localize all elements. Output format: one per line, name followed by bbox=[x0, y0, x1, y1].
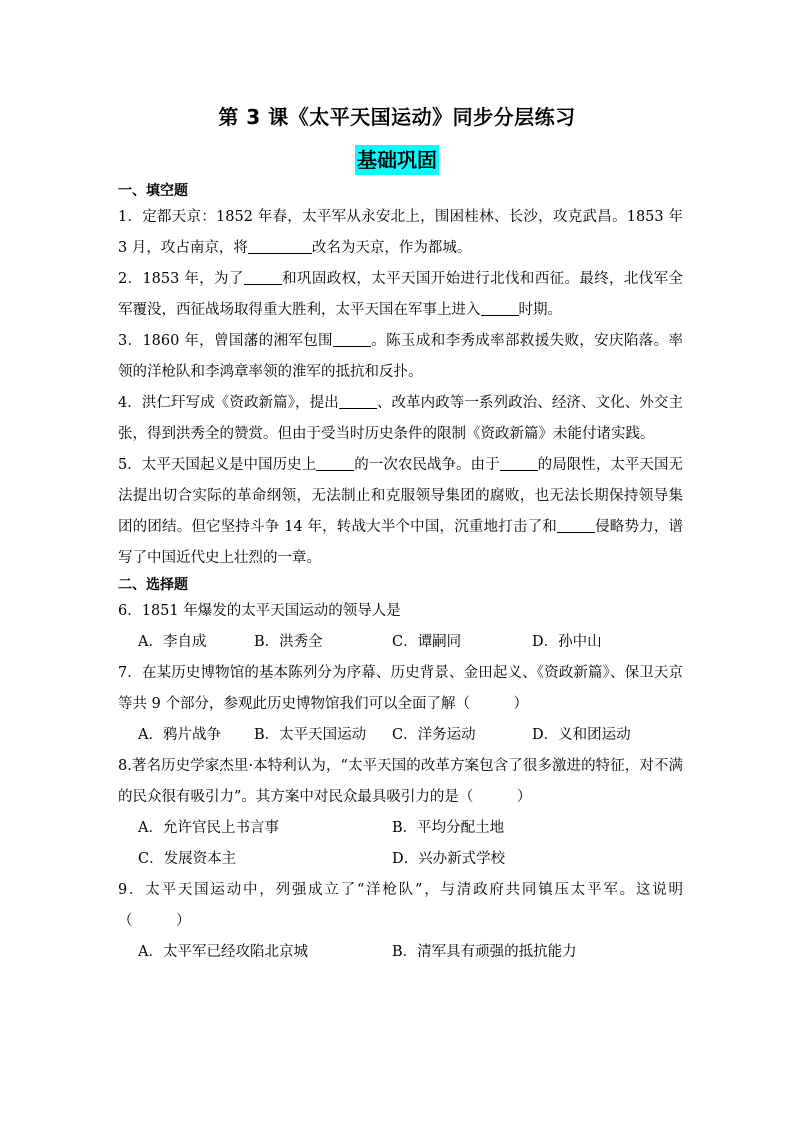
section-level-badge: 基础巩固 bbox=[355, 145, 439, 175]
question-7-options bbox=[118, 720, 683, 751]
question-4-text-b: 、改革内政等一系列政治、经济、文化、外交主张，得到洪秀全的赞赏。但由于受当时历史条件的限制《资政新篇》未能付诸实践。 bbox=[118, 395, 683, 442]
question-5-text-c: 的局限性，太平天国无法提出切合实际的革命纲领，无法制止和克服领导集团的腐败，也无法长期保持领导集团的团结。但它坚持斗争 14 年，转战大半个中国，沉重地打击了和 bbox=[118, 457, 684, 535]
option-d[interactable]: D．孙中山 bbox=[532, 634, 602, 650]
option-a[interactable]: A．太平军已经攻陷北京城 bbox=[138, 944, 308, 960]
question-9-stem: 9．太平天国运动中，列强成立了“洋枪队”，与清政府共同镇压太平军。这说明（ ） bbox=[118, 882, 683, 929]
question-5-text-d: 侵略势力，谱写了中国近代史上壮烈的一章。 bbox=[118, 519, 684, 566]
question-8-options-row-2 bbox=[118, 844, 683, 875]
option-a[interactable]: A．鸦片战争 bbox=[138, 727, 221, 743]
question-2-text-a: 2．1853 年，为了 bbox=[118, 271, 244, 287]
question-1-text-a: 1．定都天京：1852 年春，太平军从永安北上，围困桂林、长沙，攻克武昌。1853 年 3 月，攻占南京，将 bbox=[118, 209, 683, 256]
option-b[interactable]: B．清军具有顽强的抵抗能力 bbox=[392, 944, 577, 960]
option-a[interactable]: A．允许官民上书言事 bbox=[138, 820, 279, 836]
question-1 bbox=[118, 202, 683, 264]
question-8-options-row-1 bbox=[118, 813, 683, 844]
answer-blank[interactable] bbox=[500, 452, 538, 471]
question-3 bbox=[118, 326, 683, 388]
answer-blank[interactable] bbox=[244, 266, 282, 285]
page-title: 第 3 课《太平天国运动》同步分层练习 bbox=[218, 105, 576, 129]
question-3-text-b: 。陈玉成和李秀成率部救援失败，安庆陷落。率领的洋枪队和李鸿章率领的淮军的抵抗和反扑。 bbox=[118, 333, 683, 380]
question-2-text-c: 时期。 bbox=[518, 302, 562, 318]
question-5-text-a: 5．太平天国起义是中国历史上 bbox=[118, 457, 317, 473]
question-3-text-a: 3．1860 年，曾国藩的湘军包围 bbox=[118, 333, 333, 349]
option-b[interactable]: B．平均分配土地 bbox=[392, 820, 505, 836]
question-6-stem: 6．1851 年爆发的太平天国运动的领导人是 bbox=[118, 603, 401, 619]
answer-blank[interactable] bbox=[481, 297, 519, 316]
option-c[interactable]: C．洋务运动 bbox=[392, 727, 476, 743]
option-c[interactable]: C．谭嗣同 bbox=[392, 634, 462, 650]
option-a[interactable]: A．李自成 bbox=[138, 634, 207, 650]
subtitle-wrapper bbox=[0, 145, 794, 175]
option-b[interactable]: B．太平天国运动 bbox=[254, 727, 367, 743]
question-5 bbox=[118, 450, 683, 574]
question-4-text-a: 4．洪仁玕写成《资政新篇》，提出 bbox=[118, 395, 339, 411]
question-4 bbox=[118, 388, 683, 450]
option-d[interactable]: D．兴办新式学校 bbox=[392, 851, 506, 867]
question-2 bbox=[118, 264, 683, 326]
fill-in-section-heading: 一、填空题 bbox=[118, 183, 188, 199]
multiple-choice-section-heading: 二、选择题 bbox=[118, 577, 188, 593]
answer-blank[interactable] bbox=[316, 452, 354, 471]
option-c[interactable]: C．发展资本主 bbox=[138, 851, 237, 867]
answer-blank[interactable] bbox=[339, 390, 377, 409]
answer-blank[interactable] bbox=[557, 514, 595, 533]
question-1-text-b: 改名为天京，作为都城。 bbox=[311, 240, 472, 256]
exercise-content bbox=[118, 180, 683, 968]
question-9-options-row-1 bbox=[118, 937, 683, 968]
answer-blank[interactable] bbox=[248, 235, 312, 254]
question-2-text-b: 和巩固政权，太平天国开始进行北伐和西征。最终，北伐军全军覆没，西征战场取得重大胜利，太平天国在军事上进入 bbox=[118, 271, 683, 318]
question-8-stem: 8.著名历史学家杰里·本特利认为，“太平天国的改革方案包含了很多激进的特征，对不满的民众很有吸引力”。其方案中对民众最具吸引力的是（ ） bbox=[118, 758, 683, 805]
question-6-options bbox=[118, 627, 683, 658]
option-b[interactable]: B．洪秀全 bbox=[254, 634, 323, 650]
question-5-text-b: 的一次农民战争。由于 bbox=[354, 457, 500, 473]
option-d[interactable]: D．义和团运动 bbox=[532, 727, 631, 743]
answer-blank[interactable] bbox=[333, 328, 371, 347]
question-7-stem: 7．在某历史博物馆的基本陈列分为序幕、历史背景、金田起义、《资政新篇》、保卫天京等共 9 个部分，参观此历史博物馆我们可以全面了解（ ） bbox=[118, 665, 683, 712]
